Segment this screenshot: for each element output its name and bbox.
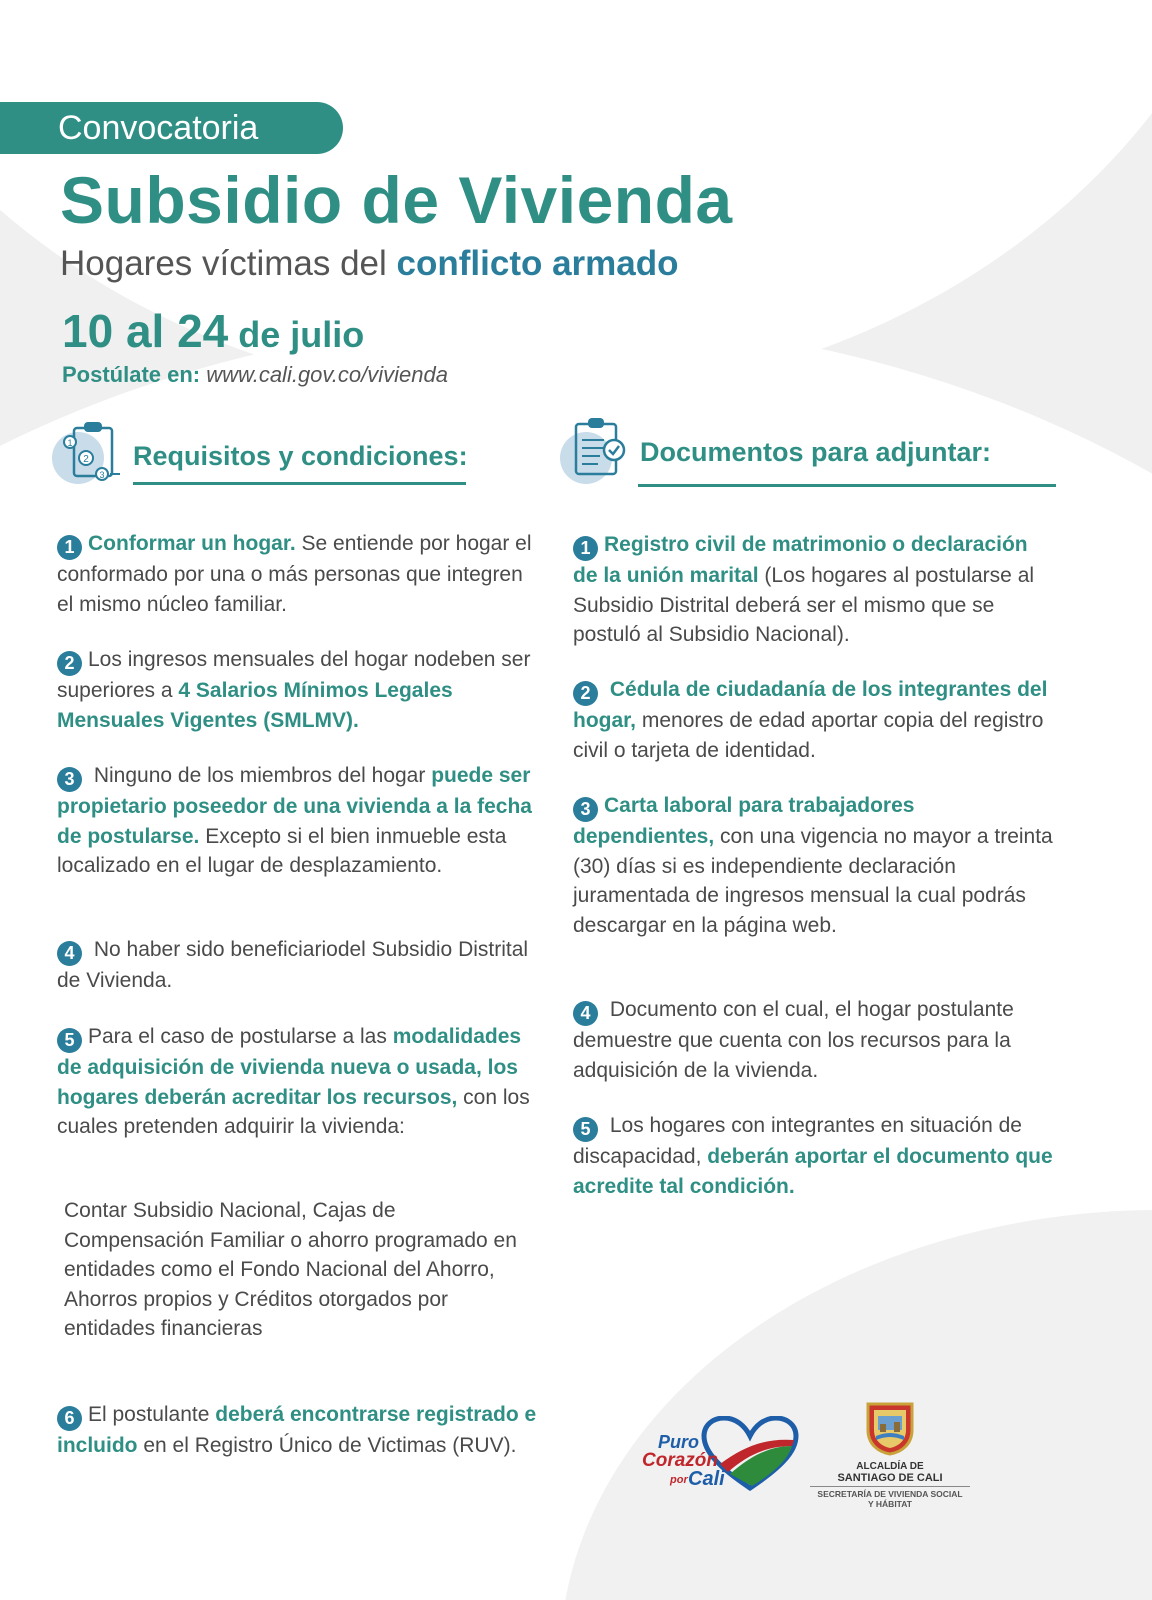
item-text: Para el caso de postularse a las bbox=[88, 1025, 393, 1048]
requisitos-section-title: Requisitos y condiciones: bbox=[133, 441, 468, 471]
item-text: en el Registro Único de Victimas (RUV). bbox=[137, 1434, 517, 1457]
date-range bbox=[62, 304, 364, 358]
requisito-item bbox=[57, 1400, 537, 1461]
item-text: El postulante bbox=[88, 1403, 216, 1426]
svg-text:3: 3 bbox=[99, 470, 105, 480]
number-badge: 3 bbox=[573, 797, 598, 822]
alcaldia-line3: SECRETARÍA DE VIVIENDA SOCIAL bbox=[817, 1489, 963, 1499]
item-text: Se entiende por hogar el conformado por una o más personas que integren el mismo núcleo familiar. bbox=[57, 532, 532, 616]
requisito-item bbox=[57, 761, 537, 881]
documento-item bbox=[573, 530, 1053, 650]
convocatoria-tag: Convocatoria bbox=[0, 102, 343, 154]
page-title: Subsidio de Vivienda bbox=[60, 163, 733, 237]
requisito-item bbox=[57, 935, 537, 996]
documento-item bbox=[573, 1111, 1053, 1201]
item-highlight: puede ser propietario poseedor de una vivienda a la fecha de postularse. bbox=[57, 764, 532, 848]
item-text: No haber sido beneficiariodel Subsidio Distrital de Vivienda. bbox=[57, 938, 529, 992]
requisitos-underline bbox=[133, 482, 466, 485]
apply-line bbox=[62, 362, 448, 388]
item-highlight: deberá encontrarse registrado e incluido bbox=[57, 1403, 537, 1457]
logo-text-cali: Cali bbox=[688, 1468, 725, 1490]
logo-text-corazon: Corazón bbox=[642, 1450, 718, 1471]
logo-text-por: por bbox=[670, 1474, 688, 1486]
svg-text:2: 2 bbox=[83, 454, 89, 465]
clipboard-checklist-icon bbox=[52, 416, 122, 486]
item-highlight: Conformar un hogar. bbox=[88, 532, 296, 555]
number-badge: 5 bbox=[57, 1028, 82, 1053]
item-text: Documento con el cual, el hogar postulante demuestre que cuenta con los recursos para la adquisición de la vivienda. bbox=[573, 998, 1014, 1082]
item-text: Excepto si el bien inmueble esta localizado en el lugar de desplazamiento. bbox=[57, 824, 507, 877]
item-highlight: deberán aportar el documento que acredite tal condición. bbox=[573, 1145, 1053, 1198]
alcaldia-divider bbox=[810, 1486, 970, 1487]
item-highlight: modalidades de adquisición de vivienda nueva o usada, los hogares deberán acreditar los recursos, bbox=[57, 1025, 522, 1109]
documentos-underline bbox=[638, 484, 1056, 487]
puro-corazon-por-cali-logo bbox=[640, 1418, 810, 1488]
requisito-item bbox=[57, 645, 537, 735]
documento-item bbox=[573, 675, 1053, 765]
item-highlight: Carta laboral para trabajadores dependientes, bbox=[573, 794, 915, 848]
requisito-item bbox=[57, 1022, 537, 1142]
item-text: Los hogares con integrantes en situación de discapacidad, bbox=[573, 1114, 1022, 1168]
requisito-extra-paragraph: Contar Subsidio Nacional, Cajas de Compensación Familiar o ahorro programado en entidades como el Fondo Nacional del Ahorro, Ahorros propios y Créditos otorgados por entidades financieras bbox=[64, 1199, 517, 1340]
svg-text:1: 1 bbox=[67, 438, 73, 448]
number-badge: 6 bbox=[57, 1406, 82, 1431]
item-text: menores de edad aportar copia del registro civil o tarjeta de identidad. bbox=[573, 709, 1044, 762]
subtitle-highlight: conflicto armado bbox=[396, 244, 679, 283]
number-badge: 4 bbox=[573, 1001, 598, 1026]
number-badge: 3 bbox=[57, 767, 82, 792]
documento-item bbox=[573, 995, 1053, 1085]
number-badge: 2 bbox=[57, 651, 82, 676]
item-text: Ninguno de los miembros del hogar bbox=[88, 764, 432, 787]
documento-item bbox=[573, 791, 1053, 940]
logo-text-puro: Puro bbox=[658, 1432, 700, 1452]
number-badge: 1 bbox=[57, 535, 82, 560]
cali-coat-of-arms-icon bbox=[862, 1400, 918, 1456]
apply-url-link[interactable]: www.cali.gov.co/vivienda bbox=[200, 362, 448, 387]
documentos-section-title: Documentos para adjuntar: bbox=[640, 437, 992, 467]
item-text: (Los hogares al postularse al Subsidio Distrital deberá ser el mismo que se postuló al Subsidio Nacional). bbox=[573, 564, 1035, 646]
subtitle-plain: Hogares víctimas del bbox=[60, 244, 397, 283]
alcaldia-line4: Y HÁBITAT bbox=[868, 1499, 912, 1509]
number-badge: 1 bbox=[573, 536, 598, 561]
item-highlight: Registro civil de matrimonio o declaración de la unión marital bbox=[573, 533, 1028, 587]
dates-days: 10 al 24 bbox=[62, 305, 229, 357]
clipboard-check-icon bbox=[560, 414, 630, 484]
item-text: con los cuales pretenden adquirir la vivienda: bbox=[57, 1085, 530, 1138]
item-highlight: Cédula de ciudadanía de los integrantes del hogar, bbox=[573, 678, 1048, 732]
item-highlight: 4 Salarios Mínimos Legales Mensuales Vigentes (SMLMV). bbox=[57, 679, 453, 732]
apply-label: Postúlate en: bbox=[62, 362, 201, 387]
alcaldia-line1: ALCALDÍA DE bbox=[856, 1461, 924, 1472]
page-subtitle bbox=[60, 244, 679, 284]
item-text: con una vigencia no mayor a treinta (30) días si es independiente declaración juramentada de ingresos mensual la cual podrás descargar en la página web. bbox=[573, 825, 1053, 937]
number-badge: 5 bbox=[573, 1117, 598, 1142]
alcaldia-line2: SANTIAGO DE CALI bbox=[837, 1472, 943, 1484]
number-badge: 2 bbox=[573, 681, 598, 706]
alcaldia-logo bbox=[800, 1400, 980, 1509]
number-badge: 4 bbox=[57, 941, 82, 966]
requisito-item bbox=[57, 529, 537, 619]
item-text: Los ingresos mensuales del hogar nodeben ser superiores a bbox=[57, 648, 531, 702]
dates-month: de julio bbox=[228, 314, 365, 355]
